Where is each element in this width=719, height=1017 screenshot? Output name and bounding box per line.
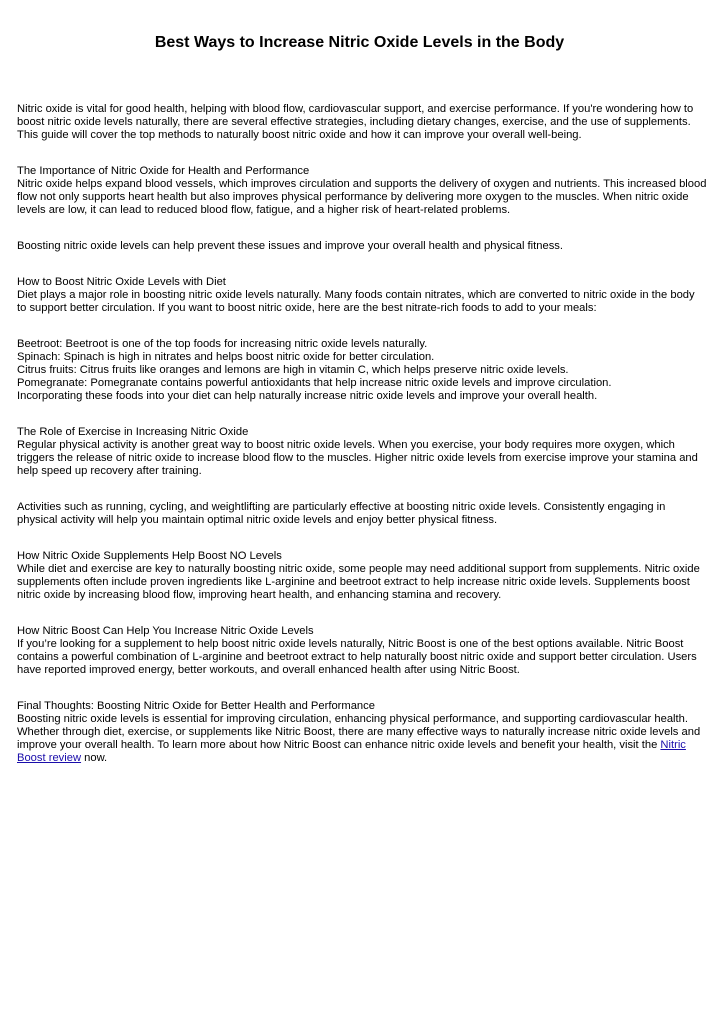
paragraph-prevent-issues [17,240,707,253]
paragraph-text: If you’re looking for a supplement to help boost nitric oxide levels naturally, Nitric Boost is one of the best options available. Nitric Boost contains a powerful combination of L-arginine and beetroot extract to help naturally boost nitric oxide and support better circulation. Users have reported improved energy, better workouts, and overall enhanced health after using Nitric Boost. [17,638,697,676]
section-heading: How Nitric Boost Can Help You Increase Nitric Oxide Levels [17,625,314,637]
paragraph-text: Incorporating these foods into your diet can help naturally increase nitric oxide levels and improve your overall health. [17,390,598,402]
list-item: Beetroot: Beetroot is one of the top foods for increasing nitric oxide levels naturally. [17,338,428,350]
intro-paragraph [17,103,707,142]
section-heading: Final Thoughts: Boosting Nitric Oxide for Better Health and Performance [17,700,375,712]
page-title: Best Ways to Increase Nitric Oxide Levels in the Body [154,34,565,51]
paragraph-text: Nitric oxide is vital for good health, helping with blood flow, cardiovascular support, and exercise performance. If you're wondering how to boost nitric oxide levels naturally, there are several effective strategies, including dietary changes, exercise, and the use of supplements. This guide will cover the top methods to naturally boost nitric oxide and how it can improve your overall well-being. [17,103,694,141]
paragraph-text [17,713,707,765]
paragraph-text: Nitric oxide helps expand blood vessels, which improves circulation and supports the delivery of oxygen and nutrients. This increased blood flow not only supports heart health but also improves physical performance by delivering more oxygen to the muscles. When nitric oxide levels are low, it can lead to reduced blood flow, fatigue, and a higher risk of heart-related problems. [17,178,707,216]
section-heading: How to Boost Nitric Oxide Levels with Diet [17,276,226,288]
section-heading: How Nitric Oxide Supplements Help Boost NO Levels [17,550,282,562]
section-supplements [17,550,707,602]
section-diet [17,276,707,315]
section-final-thoughts [17,700,707,765]
paragraph-activities [17,501,707,527]
paragraph-text: While diet and exercise are key to naturally boosting nitric oxide, some people may need additional support from supplements. Nitric oxide supplements often include proven ingredients like L-arginine and beetroot extract to help increase nitric oxide levels. Supplements boost nitric oxide by increasing blood flow, improving heart health, and enhancing stamina and recovery. [17,563,700,601]
food-list [17,338,707,403]
section-heading: The Importance of Nitric Oxide for Health and Performance [17,165,310,177]
list-item: Pomegranate: Pomegranate contains powerful antioxidants that help increase nitric oxide levels and improve circulation. [17,377,612,389]
paragraph-text: Boosting nitric oxide levels can help prevent these issues and improve your overall health and physical fitness. [17,240,564,252]
paragraph-text-before-link: Boosting nitric oxide levels is essential for improving circulation, enhancing physical performance, and supporting cardiovascular health. Whether through diet, exercise, or supplements like Nitric Boost, there are many effective ways to naturally increase nitric oxide levels and improve your overall health. To learn more about how Nitric Boost can enhance nitric oxide levels and benefit your health, visit the [17,713,701,751]
list-item: Spinach: Spinach is high in nitrates and helps boost nitric oxide for better circulation. [17,351,435,363]
section-importance [17,165,707,217]
paragraph-text: Diet plays a major role in boosting nitric oxide levels naturally. Many foods contain nitrates, which are converted to nitric oxide in the body to support better circulation. If you want to boost nitric oxide, here are the best nitrate-rich foods to add to your meals: [17,289,695,314]
section-nitric-boost [17,625,707,677]
paragraph-text: Activities such as running, cycling, and weightlifting are particularly effective at boosting nitric oxide levels. Consistently engaging in physical activity will help you maintain optimal nitric oxide levels and enjoy better physical fitness. [17,501,666,526]
nitric-boost-review-link[interactable]: Nitric Boost review [17,739,686,764]
paragraph-text-after-link: now. [81,752,108,764]
section-heading: The Role of Exercise in Increasing Nitric Oxide [17,426,249,438]
paragraph-text: Regular physical activity is another great way to boost nitric oxide levels. When you exercise, your body requires more oxygen, which triggers the release of nitric oxide to increase blood flow to the muscles. Higher nitric oxide levels from exercise improve your stamina and help speed up recovery after training. [17,439,698,477]
section-exercise [17,426,707,478]
list-item: Citrus fruits: Citrus fruits like oranges and lemons are high in vitamin C, which helps preserve nitric oxide levels. [17,364,569,376]
document-body [17,103,707,788]
